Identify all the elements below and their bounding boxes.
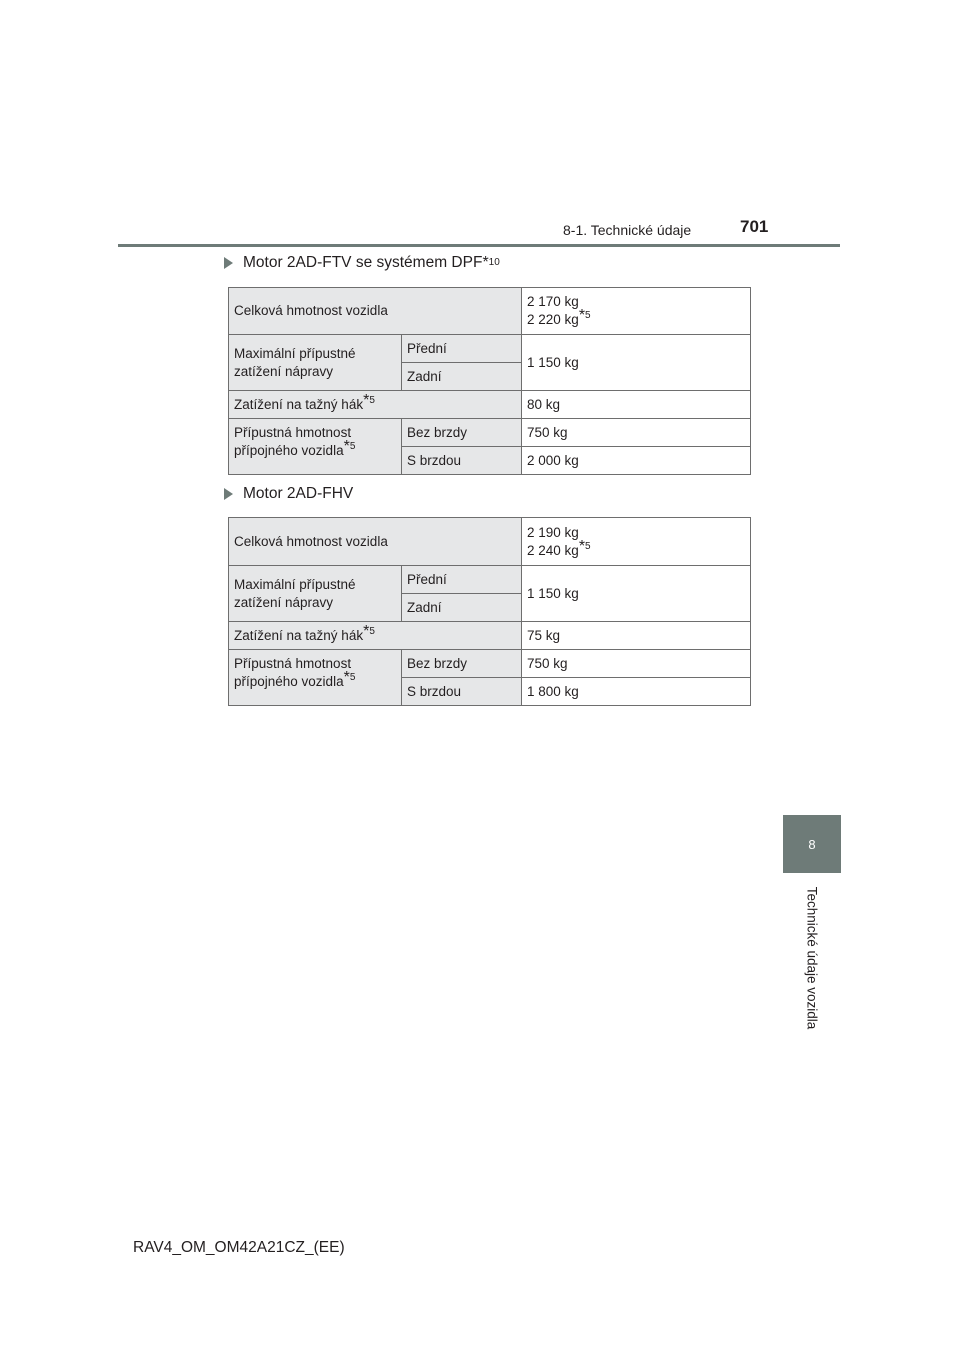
table-row <box>229 650 751 678</box>
axle-rear-label: Zadní <box>402 363 522 391</box>
trailer-brake-label: S brzdou <box>402 678 522 706</box>
table-row <box>229 288 751 335</box>
table-row <box>229 566 751 594</box>
trailer-brake-value: 1 800 kg <box>522 678 751 706</box>
document-code: RAV4_OM_OM42A21CZ_(EE) <box>133 1239 345 1256</box>
axle-rear-label: Zadní <box>402 594 522 622</box>
section-title-2ad-fhv <box>224 485 353 503</box>
section-title-text: Motor 2AD-FTV se systémem DPF <box>243 254 483 271</box>
spec-table-2ad-fhv <box>228 517 751 706</box>
gvw-label: Celková hmotnost vozidla <box>229 518 522 566</box>
axle-label: Maximální přípustné zatížení nápravy <box>229 566 402 622</box>
triangle-bullet-icon <box>224 257 233 269</box>
axle-label: Maximální přípustné zatížení nápravy <box>229 335 402 391</box>
axle-front-label: Přední <box>402 335 522 363</box>
table-row <box>229 419 751 447</box>
hook-value: 80 kg <box>522 391 751 419</box>
gvw-label: Celková hmotnost vozidla <box>229 288 522 335</box>
triangle-bullet-icon <box>224 488 233 500</box>
gvw-value: 2 170 kg 2 220 $kg^{*5}$ <box>522 288 751 335</box>
axle-value: 1 150 kg <box>522 566 751 622</box>
header-divider <box>118 244 840 247</box>
trailer-brake-label: S brzdou <box>402 447 522 475</box>
page-number: 701 <box>740 217 769 236</box>
axle-front-label: Přední <box>402 566 522 594</box>
trailer-nobrake-value: 750 kg <box>522 650 751 678</box>
chapter-tab: 8 <box>783 815 841 873</box>
hook-value: 75 kg <box>522 622 751 650</box>
table-row <box>229 518 751 566</box>
table-row <box>229 335 751 363</box>
table-row <box>229 622 751 650</box>
section-title-2ad-ftv: Motor 2AD-FTV se systémem DPF *10 <box>224 254 500 272</box>
chapter-side-label: Technické údaje vozidla <box>804 886 820 1030</box>
hook-label: Zatížení na tažný hák$^{*5}$ <box>229 391 522 419</box>
trailer-nobrake-label: Bez brzdy <box>402 650 522 678</box>
trailer-nobrake-label: Bez brzdy <box>402 419 522 447</box>
table-row <box>229 391 751 419</box>
section-title-text: Motor 2AD-FHV <box>243 485 354 502</box>
axle-value: 1 150 kg <box>522 335 751 391</box>
trailer-nobrake-value: 750 kg <box>522 419 751 447</box>
trailer-brake-value: 2 000 kg <box>522 447 751 475</box>
spec-table-2ad-ftv <box>228 287 751 475</box>
section-heading: 8-1. Technické údaje <box>563 222 692 238</box>
trailer-label: Přípustná hmotnost přípojného vozidla$^{*5}$ <box>229 419 402 475</box>
trailer-label: Přípustná hmotnost přípojného vozidla$^{*5}$ <box>229 650 402 706</box>
hook-label: Zatížení na tažný hák$^{*5}$ <box>229 622 522 650</box>
gvw-value: 2 190 kg 2 240 $kg^{*5}$ <box>522 518 751 566</box>
